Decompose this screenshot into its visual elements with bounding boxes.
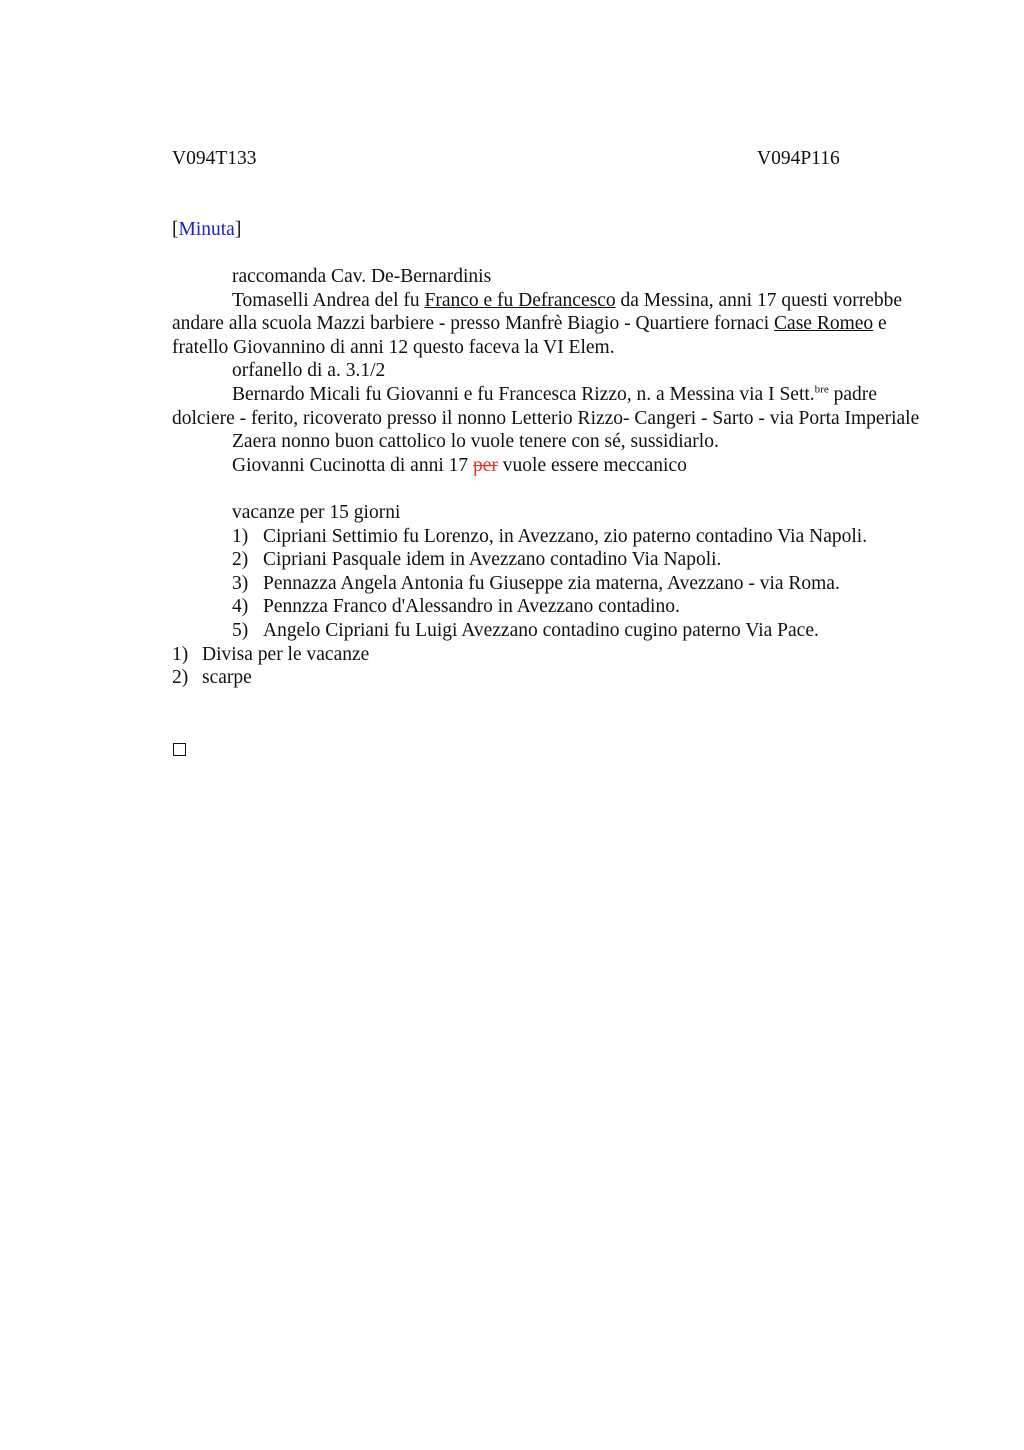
superscript-text: bre	[814, 383, 829, 396]
list-number: 1)	[232, 525, 249, 547]
relatives-list	[172, 525, 920, 643]
paragraph-orphan: orfanello di a. 3.1/2	[232, 360, 386, 382]
list-item	[172, 595, 920, 619]
list-item	[172, 572, 920, 596]
text-run: Tomaselli Andrea del fu	[232, 289, 425, 311]
underlined-text: Franco e fu Defrancesco	[424, 289, 616, 311]
underlined-text: Case Romeo	[774, 313, 874, 335]
needs-list	[172, 643, 920, 690]
text-run: Bernardo Micali fu Giovanni e fu Francesca Rizzo, n. a Messina via I Sett.	[232, 383, 815, 405]
blank-line	[172, 477, 920, 501]
list-text: Angelo Cipriani fu Luigi Avezzano contadino cugino paterno Via Pace.	[263, 619, 819, 641]
paragraph-tomaselli	[172, 289, 920, 360]
text-run: da Messina, anni 17 questi vorrebbe andare alla scuola Mazzi barbiere - presso Manfrè Biagio - Quartiere fornaci	[172, 289, 903, 335]
document-type-tag	[172, 218, 241, 242]
paragraph-zaera: Zaera nonno buon cattolico lo vuole tenere con sé, sussidiarlo.	[232, 431, 719, 453]
list-item	[172, 548, 920, 572]
paragraph-holidays: vacanze per 15 giorni	[232, 501, 401, 523]
list-text: Pennzza Franco d'Alessandro in Avezzano contadino.	[263, 596, 680, 618]
list-number: 4)	[232, 596, 249, 618]
tag-label: Minuta	[178, 219, 235, 240]
text-run: vuole essere meccanico	[497, 454, 687, 476]
document-code-right: V094P116	[757, 148, 840, 169]
list-item	[172, 525, 920, 549]
list-number: 3)	[232, 572, 249, 594]
paragraph-recommendation: raccomanda Cav. De-Bernardinis	[232, 266, 492, 287]
list-number: 5)	[232, 619, 249, 641]
list-number: 1)	[172, 643, 189, 665]
paragraph-micali	[172, 383, 920, 430]
list-text: scarpe	[202, 667, 252, 689]
list-item	[172, 643, 920, 667]
list-item	[172, 666, 920, 690]
tag-open-bracket: [	[172, 219, 179, 240]
list-text: Divisa per le vacanze	[202, 643, 370, 665]
document-code-left: V094T133	[172, 148, 257, 169]
list-item	[172, 619, 920, 643]
text-run: Giovanni Cucinotta di anni 17	[232, 454, 474, 476]
list-text: Cipriani Pasquale idem in Avezzano contadino Via Napoli.	[263, 549, 722, 571]
paragraph-cucinotta	[172, 454, 920, 478]
text-run: padre dolciere - ferito, ricoverato presso il nonno Letterio Rizzo- Cangeri - Sarto - via Porta Imperiale	[172, 383, 920, 429]
list-number: 2)	[172, 667, 189, 689]
list-text: Cipriani Settimio fu Lorenzo, in Avezzano, zio paterno contadino Via Napoli.	[263, 525, 868, 547]
tag-close-bracket: ]	[234, 219, 242, 240]
document-body	[172, 265, 920, 690]
checkbox-icon[interactable]	[173, 743, 186, 756]
text-run: e fratello Giovannino di anni 12 questo faceva la VI Elem.	[172, 313, 887, 358]
list-number: 2)	[232, 549, 249, 571]
struck-text: per	[473, 454, 498, 476]
list-text: Pennazza Angela Antonia fu Giuseppe zia materna, Avezzano - via Roma.	[263, 572, 840, 594]
